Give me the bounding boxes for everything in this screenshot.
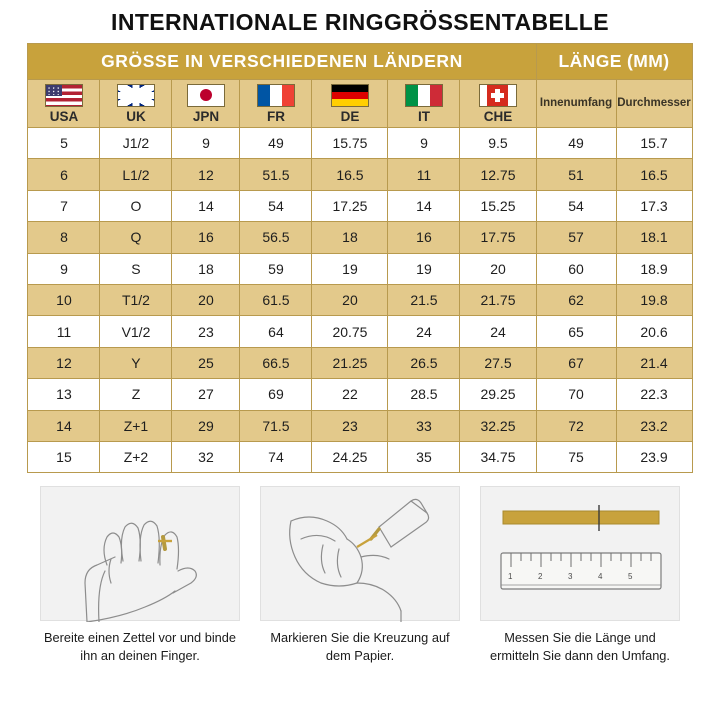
cell-fr: 54: [240, 190, 312, 221]
column-header-usa: [28, 80, 100, 128]
cell-jpn: 27: [172, 379, 240, 410]
cell-che: 29.25: [460, 379, 536, 410]
cell-fr: 64: [240, 316, 312, 347]
column-header-uk: [100, 80, 172, 128]
cell-durchmesser: 18.9: [616, 253, 692, 284]
cell-innenumfang: 70: [536, 379, 616, 410]
cell-durchmesser: 23.2: [616, 410, 692, 441]
cell-usa: 13: [28, 379, 100, 410]
table-group-header-row: [28, 44, 692, 80]
flag-italy-icon: [405, 84, 443, 107]
cell-uk: V1/2: [100, 316, 172, 347]
cell-uk: Z+2: [100, 441, 172, 472]
cell-che: 32.25: [460, 410, 536, 441]
column-label-innenumfang: Innenumfang: [539, 97, 613, 110]
column-header-fr: [240, 80, 312, 128]
cell-it: 16: [388, 222, 460, 253]
cell-che: 24: [460, 316, 536, 347]
cell-jpn: 29: [172, 410, 240, 441]
instruction-step-1: [40, 486, 240, 665]
column-header-it: [388, 80, 460, 128]
table-row: [28, 253, 692, 284]
hand-marking-paper-with-pen-illustration: [260, 486, 460, 621]
cell-innenumfang: 67: [536, 347, 616, 378]
column-header-che: [460, 80, 536, 128]
column-label-usa: USA: [49, 108, 79, 124]
table-row: [28, 159, 692, 190]
column-header-durchmesser: [616, 80, 692, 128]
flag-germany-icon: [331, 84, 369, 107]
table-row: [28, 190, 692, 221]
table-row: [28, 128, 692, 159]
cell-de: 18: [312, 222, 388, 253]
cell-it: 21.5: [388, 284, 460, 315]
cell-che: 9.5: [460, 128, 536, 159]
cell-uk: O: [100, 190, 172, 221]
table-row: [28, 284, 692, 315]
column-header-innenumfang: [536, 80, 616, 128]
cell-fr: 71.5: [240, 410, 312, 441]
cell-innenumfang: 49: [536, 128, 616, 159]
cell-che: 12.75: [460, 159, 536, 190]
cell-innenumfang: 72: [536, 410, 616, 441]
cell-durchmesser: 15.7: [616, 128, 692, 159]
flag-switzerland-icon: [479, 84, 517, 107]
cell-usa: 9: [28, 253, 100, 284]
table-row: [28, 379, 692, 410]
cell-usa: 11: [28, 316, 100, 347]
cell-uk: Z+1: [100, 410, 172, 441]
cell-it: 35: [388, 441, 460, 472]
cell-innenumfang: 75: [536, 441, 616, 472]
cell-durchmesser: 20.6: [616, 316, 692, 347]
cell-uk: Q: [100, 222, 172, 253]
cell-uk: Z: [100, 379, 172, 410]
cell-de: 20: [312, 284, 388, 315]
svg-text:1: 1: [508, 572, 513, 582]
flag-japan-icon: [187, 84, 225, 107]
cell-it: 28.5: [388, 379, 460, 410]
cell-fr: 61.5: [240, 284, 312, 315]
cell-it: 24: [388, 316, 460, 347]
column-label-it: IT: [417, 108, 430, 124]
cell-usa: 8: [28, 222, 100, 253]
cell-che: 21.75: [460, 284, 536, 315]
cell-de: 17.25: [312, 190, 388, 221]
cell-usa: 12: [28, 347, 100, 378]
flag-france-icon: [257, 84, 295, 107]
instruction-steps: [0, 486, 720, 665]
cell-de: 23: [312, 410, 388, 441]
column-label-durchmesser: Durchmesser: [617, 97, 691, 110]
cell-usa: 14: [28, 410, 100, 441]
cell-fr: 74: [240, 441, 312, 472]
cell-it: 9: [388, 128, 460, 159]
cell-fr: 69: [240, 379, 312, 410]
cell-uk: T1/2: [100, 284, 172, 315]
table-row: [28, 347, 692, 378]
table-row: [28, 316, 692, 347]
svg-text:3: 3: [568, 572, 573, 582]
cell-fr: 56.5: [240, 222, 312, 253]
cell-jpn: 18: [172, 253, 240, 284]
table-row: [28, 441, 692, 472]
cell-durchmesser: 21.4: [616, 347, 692, 378]
cell-innenumfang: 54: [536, 190, 616, 221]
instruction-caption-3: Messen Sie die Länge und ermitteln Sie dann den Umfang.: [490, 630, 670, 664]
header-countries: GRÖSSE IN VERSCHIEDENEN LÄNDERN: [28, 44, 536, 80]
cell-de: 16.5: [312, 159, 388, 190]
cell-it: 19: [388, 253, 460, 284]
cell-innenumfang: 60: [536, 253, 616, 284]
column-label-fr: FR: [266, 108, 285, 124]
cell-uk: L1/2: [100, 159, 172, 190]
flag-uk-icon: [117, 84, 155, 107]
paper-strip-measured-with-ruler-illustration: [480, 486, 680, 621]
svg-text:5: 5: [628, 572, 633, 582]
cell-usa: 5: [28, 128, 100, 159]
cell-de: 24.25: [312, 441, 388, 472]
cell-de: 15.75: [312, 128, 388, 159]
cell-che: 34.75: [460, 441, 536, 472]
table-row: [28, 222, 692, 253]
cell-jpn: 32: [172, 441, 240, 472]
column-header-jpn: [172, 80, 240, 128]
cell-durchmesser: 19.8: [616, 284, 692, 315]
column-label-uk: UK: [126, 108, 146, 124]
cell-che: 15.25: [460, 190, 536, 221]
column-header-de: [312, 80, 388, 128]
cell-che: 17.75: [460, 222, 536, 253]
cell-innenumfang: 65: [536, 316, 616, 347]
hand-with-paper-strip-illustration: [40, 486, 240, 621]
cell-durchmesser: 16.5: [616, 159, 692, 190]
cell-de: 22: [312, 379, 388, 410]
instruction-step-2: [260, 486, 460, 665]
cell-che: 27.5: [460, 347, 536, 378]
svg-text:2: 2: [538, 572, 543, 582]
column-label-de: DE: [340, 108, 360, 124]
cell-uk: J1/2: [100, 128, 172, 159]
cell-innenumfang: 51: [536, 159, 616, 190]
cell-jpn: 9: [172, 128, 240, 159]
page-title: INTERNATIONALE RINGGRÖSSENTABELLE: [111, 9, 609, 35]
cell-fr: 59: [240, 253, 312, 284]
cell-usa: 10: [28, 284, 100, 315]
cell-fr: 51.5: [240, 159, 312, 190]
cell-de: 19: [312, 253, 388, 284]
cell-jpn: 14: [172, 190, 240, 221]
cell-durchmesser: 23.9: [616, 441, 692, 472]
cell-fr: 49: [240, 128, 312, 159]
column-label-che: CHE: [483, 108, 513, 124]
table-row: [28, 410, 692, 441]
cell-uk: Y: [100, 347, 172, 378]
cell-jpn: 20: [172, 284, 240, 315]
cell-it: 14: [388, 190, 460, 221]
cell-it: 26.5: [388, 347, 460, 378]
cell-innenumfang: 62: [536, 284, 616, 315]
cell-jpn: 23: [172, 316, 240, 347]
cell-de: 21.25: [312, 347, 388, 378]
instruction-caption-1: Bereite einen Zettel vor und binde ihn an deinen Finger.: [43, 630, 237, 664]
cell-innenumfang: 57: [536, 222, 616, 253]
header-length: LÄNGE (MM): [536, 44, 692, 80]
cell-jpn: 12: [172, 159, 240, 190]
ring-size-table: [27, 43, 692, 473]
cell-uk: S: [100, 253, 172, 284]
instruction-caption-2: Markieren Sie die Kreuzung auf dem Papier.: [270, 630, 450, 664]
cell-jpn: 16: [172, 222, 240, 253]
cell-che: 20: [460, 253, 536, 284]
cell-usa: 6: [28, 159, 100, 190]
cell-durchmesser: 22.3: [616, 379, 692, 410]
cell-it: 11: [388, 159, 460, 190]
flag-usa-icon: [45, 84, 83, 107]
table-column-header-row: [28, 80, 692, 128]
cell-usa: 15: [28, 441, 100, 472]
cell-durchmesser: 17.3: [616, 190, 692, 221]
cell-de: 20.75: [312, 316, 388, 347]
cell-durchmesser: 18.1: [616, 222, 692, 253]
cell-fr: 66.5: [240, 347, 312, 378]
instruction-step-3: [480, 486, 680, 665]
cell-it: 33: [388, 410, 460, 441]
cell-jpn: 25: [172, 347, 240, 378]
column-label-jpn: JPN: [192, 108, 220, 124]
svg-text:4: 4: [598, 572, 603, 582]
cell-usa: 7: [28, 190, 100, 221]
